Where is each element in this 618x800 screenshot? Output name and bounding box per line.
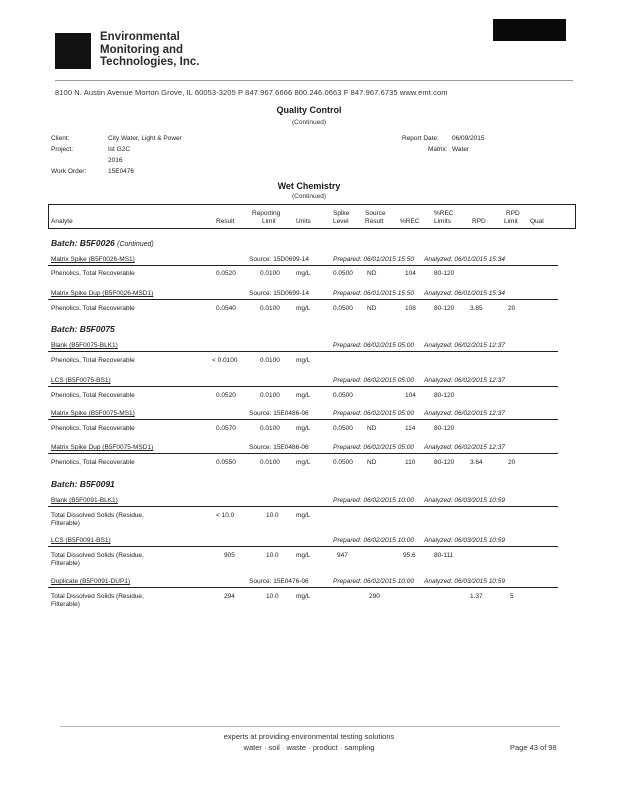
- b1-msd-analyzed: Analyzed: 06/01/2015 15:34: [424, 290, 505, 297]
- row-result: 0.0550: [216, 459, 236, 466]
- project-label: Project:: [51, 146, 74, 153]
- row-spike-level: 0.0500: [333, 425, 353, 432]
- b3-blank-head: Blank (B5F0091-BLK1): [51, 497, 118, 504]
- report-title: Quality Control: [276, 105, 342, 115]
- row-analyte: Phenolics, Total Recoverable: [51, 459, 135, 466]
- row-spike-level: 0.0500: [333, 270, 353, 277]
- b3-lcs-head: LCS (B5F0091-BS1): [51, 537, 111, 544]
- b3-lcs-rule: [48, 546, 558, 547]
- matrix-value: Water: [452, 146, 470, 153]
- row-analyte: Phenolics, Total Recoverable: [51, 425, 135, 432]
- b2-lcs-rule: [48, 386, 558, 387]
- row-rec-limits: 80-120: [434, 305, 455, 312]
- client-value: City Water, Light & Power: [108, 135, 182, 142]
- row-result: 294: [224, 593, 235, 600]
- b2-lcs-head: LCS (B5F0075-BS1): [51, 377, 111, 384]
- project-value: Ist G2C: [108, 146, 131, 153]
- col-rpd-limit-bottom: Limit: [504, 218, 518, 225]
- page-number: Page 43 of 98: [510, 743, 557, 752]
- batch-b5f0026-title: Batch: B5F0026 (Continued): [51, 238, 154, 248]
- row-reporting-limit: 0.0100: [260, 425, 280, 432]
- section-title-continued: (Continued): [292, 193, 326, 200]
- row-rec: 95.6: [403, 552, 416, 559]
- footer-tagline: experts at providing environmental testing solutions: [223, 732, 395, 741]
- row-spike-level: 0.0500: [333, 459, 353, 466]
- row-reporting-limit: 10.0: [266, 593, 279, 600]
- b2-msd-rule: [48, 453, 558, 454]
- batch-b5f0091-title: Batch: B5F0091: [51, 479, 115, 489]
- client-label: Client:: [51, 135, 70, 142]
- col-spike-bottom: Level: [333, 218, 349, 225]
- row-analyte: Phenolics, Total Recoverable: [51, 392, 135, 399]
- row-rec: 110: [405, 459, 416, 466]
- b2-ms-prepared: Prepared: 06/02/2015 05:00: [333, 410, 414, 417]
- b3-blank-prepared: Prepared: 06/02/2015 10:00: [333, 497, 414, 504]
- row-analyte: Total Dissolved Solids (Residue,: [51, 593, 144, 600]
- row-analyte: Phenolics, Total Recoverable: [51, 270, 135, 277]
- b2-lcs-prepared: Prepared: 06/02/2015 05:00: [333, 377, 414, 384]
- col-reporting-limit-bottom: Limit: [262, 218, 276, 225]
- b2-blank-rule: [48, 351, 558, 352]
- b2-blank-analyzed: Analyzed: 06/02/2015 12:37: [424, 342, 505, 349]
- b2-ms-analyzed: Analyzed: 06/02/2015 12:37: [424, 410, 505, 417]
- b1-ms-analyzed: Analyzed: 06/01/2015 15:34: [424, 256, 505, 263]
- row-reporting-limit: 10.0: [266, 552, 279, 559]
- b3-dup-analyzed: Analyzed: 06/03/2015 10:59: [424, 578, 505, 585]
- report-date-label: Report Date:: [402, 135, 439, 142]
- col-units: Units: [296, 218, 311, 225]
- company-address: 8100 N. Austin Avenue Morton Grove, IL 60053-3205 P 847.967.6666 800.246.0663 F 847.967.6735 www.emt.com: [55, 88, 448, 97]
- b1-ms-prepared: Prepared: 06/01/2015 15:50: [333, 256, 414, 263]
- row-rpd: 3.85: [470, 305, 483, 312]
- row-analyte-line2: Filterable): [51, 601, 80, 608]
- b2-msd-source: Source: 15E0486-06: [249, 444, 309, 451]
- b1-msd-rule: [48, 299, 558, 300]
- b2-ms-head: Matrix Spike (B5F0075-MS1): [51, 410, 135, 417]
- row-result: 0.0520: [216, 392, 236, 399]
- row-units: mg/L: [296, 593, 311, 600]
- row-spike-level: 0.0500: [333, 305, 353, 312]
- b2-msd-analyzed: Analyzed: 06/02/2015 12:37: [424, 444, 505, 451]
- row-units: mg/L: [296, 305, 311, 312]
- col-rpd-limit-top: RPD: [506, 210, 520, 217]
- row-rec: 108: [405, 305, 416, 312]
- redaction-box: [493, 19, 566, 41]
- row-units: mg/L: [296, 459, 311, 466]
- row-source-result: ND: [367, 425, 377, 432]
- b1-msd-source: Source: 15D0699-14: [249, 290, 309, 297]
- row-reporting-limit: 0.0100: [260, 392, 280, 399]
- row-result: 905: [224, 552, 235, 559]
- row-rec-limits: 80-111: [434, 552, 454, 559]
- column-header-top-rule: [48, 204, 576, 205]
- b2-blank-prepared: Prepared: 06/02/2015 05:00: [333, 342, 414, 349]
- row-analyte-line2: Filterable): [51, 560, 80, 567]
- project-value-line2: 2016: [108, 157, 123, 164]
- column-header-left-edge: [48, 204, 49, 228]
- col-result: Result: [216, 218, 235, 225]
- row-rec: 104: [405, 392, 416, 399]
- b3-blank-analyzed: Analyzed: 06/03/2015 10:59: [424, 497, 505, 504]
- col-qual: Qual: [530, 218, 544, 225]
- b1-msd-head: Matrix Spike Dup (B5F0026-MSD1): [51, 290, 154, 297]
- col-spike-top: Spike: [333, 210, 350, 217]
- b2-ms-rule: [48, 419, 558, 420]
- company-name: Environmental Monitoring and Technologies, Inc.: [100, 31, 200, 68]
- row-analyte-line2: Filterable): [51, 520, 80, 527]
- row-source-result: 290: [369, 593, 380, 600]
- workorder-value: 15E0476: [108, 168, 135, 175]
- header-rule: [55, 80, 573, 81]
- b2-msd-head: Matrix Spike Dup (B5F0075-MSD1): [51, 444, 154, 451]
- row-rec-limits: 80-120: [434, 459, 455, 466]
- row-source-result: ND: [367, 305, 377, 312]
- row-rec-limits: 80-120: [434, 425, 455, 432]
- batch-b5f0075-title: Batch: B5F0075: [51, 324, 115, 334]
- row-rpd-limit: 5: [510, 593, 514, 600]
- row-reporting-limit: 0.0100: [260, 459, 280, 466]
- b3-lcs-prepared: Prepared: 06/02/2015 10:00: [333, 537, 414, 544]
- col-rec-limits-bottom: Limits: [434, 218, 451, 225]
- row-units: mg/L: [296, 512, 311, 519]
- row-analyte: Phenolics, Total Recoverable: [51, 357, 135, 364]
- workorder-label: Work Order:: [51, 168, 87, 175]
- col-analyte: Analyte: [51, 218, 73, 225]
- b2-lcs-analyzed: Analyzed: 06/02/2015 12:37: [424, 377, 505, 384]
- b1-ms-head: Matrix Spike (B5F0026-MS1): [51, 256, 135, 263]
- b3-dup-source: Source: 15E0476-06: [249, 578, 309, 585]
- row-rec-limits: 80-120: [434, 270, 455, 277]
- b1-ms-rule: [48, 265, 558, 266]
- row-result: < 10.0: [216, 512, 235, 519]
- row-result: < 0.0100: [212, 357, 238, 364]
- row-result: 0.0570: [216, 425, 236, 432]
- row-rpd-limit: 20: [508, 459, 516, 466]
- b2-ms-source: Source: 15E0486-06: [249, 410, 309, 417]
- b1-msd-prepared: Prepared: 06/01/2015 15:50: [333, 290, 414, 297]
- row-source-result: ND: [367, 459, 377, 466]
- report-date-value: 06/09/2015: [452, 135, 485, 142]
- col-reporting-limit-top: Reporting: [252, 210, 281, 217]
- footer-rule: [60, 726, 560, 727]
- row-rec-limits: 80-120: [434, 392, 455, 399]
- b3-dup-head: Duplicate (B5F0091-DUP1): [51, 578, 131, 585]
- row-reporting-limit: 0.0100: [260, 305, 280, 312]
- col-rec: %REC: [400, 218, 420, 225]
- b2-msd-prepared: Prepared: 06/02/2015 05:00: [333, 444, 414, 451]
- row-units: mg/L: [296, 552, 311, 559]
- row-rec: 114: [405, 425, 416, 432]
- matrix-label: Matrix:: [428, 146, 448, 153]
- company-logo-mark: [55, 33, 91, 69]
- row-reporting-limit: 10.0: [266, 512, 279, 519]
- row-rpd: 1.37: [470, 593, 483, 600]
- row-spike-level: 0.0500: [333, 392, 353, 399]
- row-analyte: Total Dissolved Solids (Residue,: [51, 552, 144, 559]
- column-header-bottom-rule: [48, 228, 576, 229]
- row-rpd: 3.64: [470, 459, 483, 466]
- b3-lcs-analyzed: Analyzed: 06/03/2015 10:59: [424, 537, 505, 544]
- b3-dup-prepared: Prepared: 06/02/2015 10:00: [333, 578, 414, 585]
- column-header-right-edge: [575, 204, 576, 228]
- section-title: Wet Chemistry: [277, 181, 341, 191]
- row-analyte: Total Dissolved Solids (Residue,: [51, 512, 144, 519]
- col-source-top: Source: [365, 210, 386, 217]
- row-units: mg/L: [296, 357, 311, 364]
- row-reporting-limit: 0.0100: [260, 357, 280, 364]
- row-units: mg/L: [296, 392, 311, 399]
- row-units: mg/L: [296, 270, 311, 277]
- row-result: 0.0540: [216, 305, 236, 312]
- b3-blank-rule: [48, 506, 558, 507]
- row-result: 0.0520: [216, 270, 236, 277]
- row-reporting-limit: 0.0100: [260, 270, 280, 277]
- b1-ms-source: Source: 15D0699-14: [249, 256, 309, 263]
- b2-blank-head: Blank (B5F0075-BLK1): [51, 342, 118, 349]
- report-title-continued: (Continued): [292, 119, 326, 126]
- row-source-result: ND: [367, 270, 377, 277]
- col-source-bottom: Result: [365, 218, 384, 225]
- row-rec: 104: [405, 270, 416, 277]
- row-rpd-limit: 20: [508, 305, 516, 312]
- col-rpd: RPD: [472, 218, 486, 225]
- footer-services: water · soil · waste · product · sampling: [243, 743, 375, 752]
- row-spike-level: 947: [337, 552, 348, 559]
- b3-dup-rule: [48, 587, 558, 588]
- row-units: mg/L: [296, 425, 311, 432]
- col-rec-limits-top: %REC: [434, 210, 454, 217]
- row-analyte: Phenolics, Total Recoverable: [51, 305, 135, 312]
